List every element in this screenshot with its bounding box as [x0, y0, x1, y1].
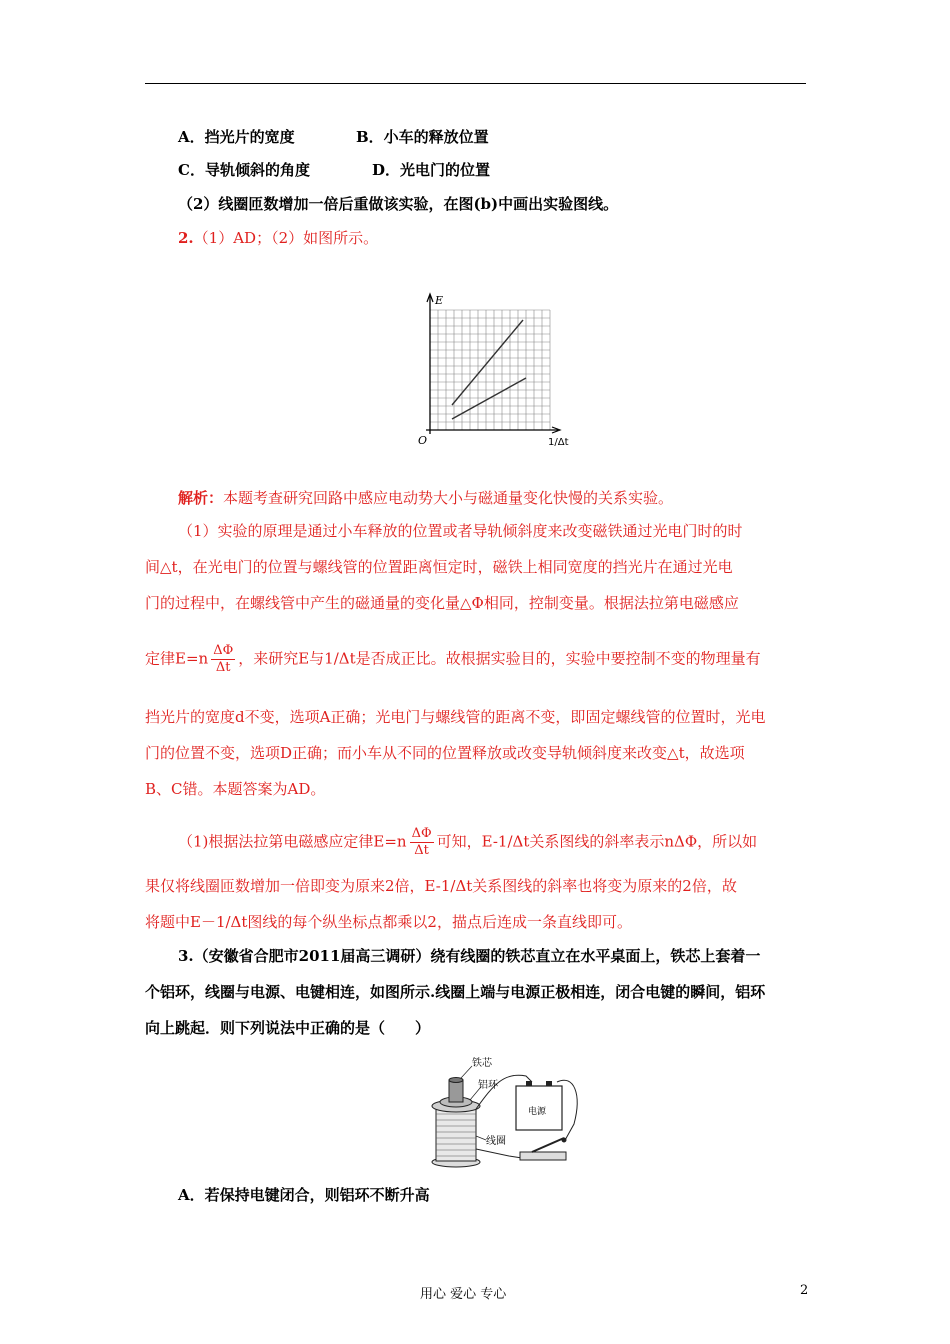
x-axis-label: 1/Δt [548, 437, 569, 448]
analysis-p1-line3: 门的过程中，在螺线管中产生的磁通量的变化量△Φ相同，控制变量。根据法拉第电磁感应 [145, 594, 739, 612]
wire-bottom [476, 1149, 522, 1158]
origin-label: O [418, 434, 428, 447]
answer-graph [412, 288, 577, 448]
fraction2-numerator: ΔΦ [411, 826, 432, 841]
question-3-line3: 向上跳起．则下列说法中正确的是（ ） [145, 1019, 431, 1037]
formula-prefix: 定律E=n [145, 649, 209, 668]
power-supply [516, 1081, 562, 1130]
question-3-line2: 个铝环，线圈与电源、电键相连，如图所示.线圈上端与电源正极相连，闭合电键的瞬间，铝环 [145, 983, 766, 1001]
analysis-intro-text: 本题考查研究回路中感应电动势大小与磁通量变化快慢的关系实验。 [223, 489, 674, 507]
fraction2-denominator: Δt [414, 843, 429, 858]
y-axis-label: E [435, 294, 444, 307]
answer-2 [178, 228, 378, 248]
analysis-label: 解析： [178, 489, 224, 507]
switch [520, 1138, 566, 1160]
shallow-line [452, 378, 526, 419]
apparatus-figure [414, 1054, 594, 1174]
analysis-intro [178, 488, 673, 508]
option-d: D．光电门的位置 [372, 161, 491, 179]
core-label: 铁芯 [472, 1058, 492, 1069]
option-b: B．小车的释放位置 [356, 128, 489, 146]
graph-grid [430, 310, 550, 430]
analysis-p1-line5: 挡光片的宽度d不变，选项A正确；光电门与螺线管的距离不变，即固定螺线管的位置时，光电 [145, 708, 766, 726]
answer-number: 2. [178, 229, 194, 247]
analysis-p1-line6: 门的位置不变，选项D正确；而小车从不同的位置释放或改变导轨倾斜度来改变△t，故选项 [145, 744, 745, 762]
coil-label: 线圈 [486, 1136, 506, 1147]
analysis-p2-line2: 果仅将线圈匝数增加一倍即变为原来2倍，E-1/Δt关系图线的斜率也将变为原来的2倍，故 [145, 877, 737, 895]
page-number: 2 [800, 1283, 809, 1298]
formula-suffix: ，来研究E与1/Δt是否成正比。故根据实验目的，实验中要控制不变的物理量有 [238, 649, 761, 668]
steep-line [452, 320, 523, 405]
page-footer: 用心 爱心 专心 [420, 1287, 507, 1302]
analysis-p2-line3: 将题中E－1/Δt图线的每个纵坐标点都乘以2，描点后连成一条直线即可。 [145, 913, 632, 931]
fraction2-dphi-dt [410, 826, 434, 859]
coil-assembly [432, 1078, 480, 1168]
power-label: 电源 [528, 1107, 547, 1117]
answer-text: （1）AD；（2）如图所示。 [193, 229, 379, 247]
option-a: A．挡光片的宽度 [178, 128, 295, 146]
analysis-p1-line7: B、C错。本题答案为AD。 [145, 780, 326, 798]
fraction-numerator: ΔΦ [213, 643, 234, 658]
analysis-p2-line1 [178, 826, 757, 859]
question-2-part-2: （2）线圈匝数增加一倍后重做该实验，在图(b)中画出实验图线。 [178, 195, 619, 213]
question-3-line1: 3.（安徽省合肥市2011届高三调研）绕有线圈的铁芯直立在水平桌面上，铁芯上套着一 [178, 947, 761, 965]
option-3-a: A．若保持电键闭合，则铝环不断升高 [178, 1186, 430, 1204]
fraction-dphi-dt [211, 643, 235, 676]
coil-pointer [476, 1136, 486, 1140]
core-pointer [461, 1066, 472, 1078]
formula2-suffix: 可知，E-1/Δt关系图线的斜率表示nΔΦ，所以如 [436, 832, 758, 851]
ring-label: 铝环 [478, 1080, 498, 1091]
analysis-p1-line1: （1）实验的原理是通过小车释放的位置或者导轨倾斜度来改变磁铁通过光电门时的时 [178, 522, 743, 540]
formula2-prefix: （1)根据法拉第电磁感应定律E=n [178, 832, 407, 851]
option-c: C．导轨倾斜的角度 [178, 161, 310, 179]
analysis-p1-line4 [145, 643, 761, 676]
analysis-p1-line2: 间△t，在光电门的位置与螺线管的位置距离恒定时，磁铁上相同宽度的挡光片在通过光电 [145, 558, 733, 576]
header-rule [145, 83, 806, 84]
fraction-denominator: Δt [215, 660, 231, 675]
